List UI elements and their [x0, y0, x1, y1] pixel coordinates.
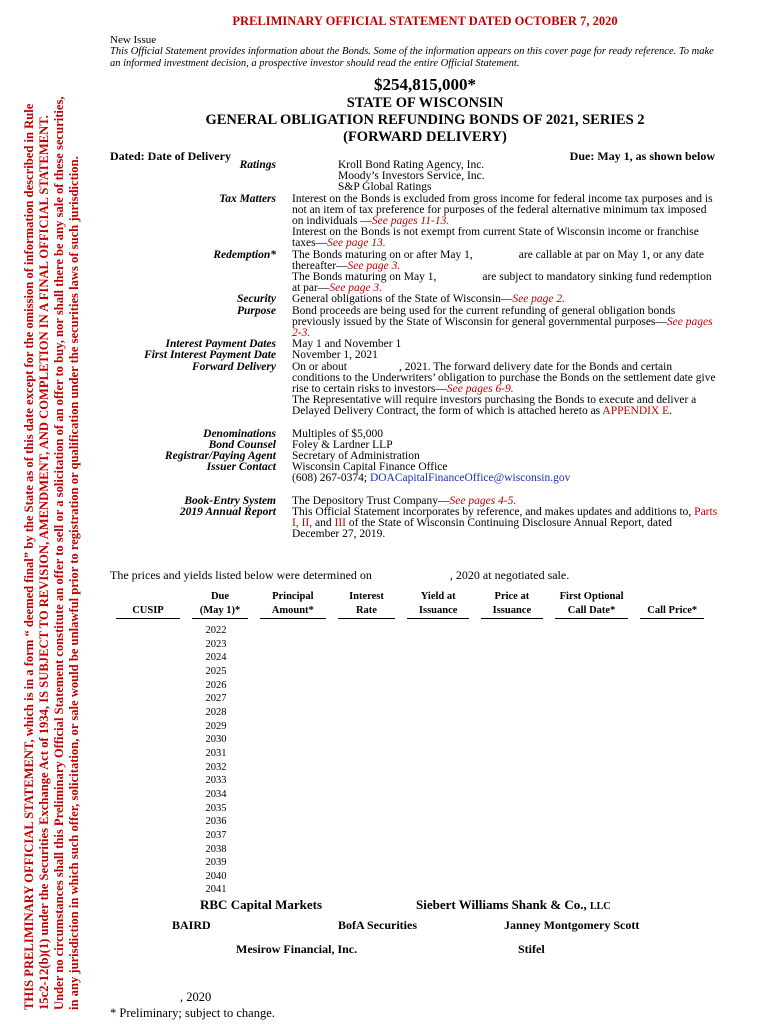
page-reference-link[interactable]: See pages 11-13.: [371, 215, 450, 228]
term-label: Denominations: [203, 427, 276, 440]
maturity-year: 2028: [205, 706, 227, 718]
term-ratings: [110, 160, 720, 194]
col-header-principal: Principal Amount*: [254, 590, 332, 619]
term-value: Foley & Lardner LLP: [292, 438, 393, 451]
term-value: November 1, 2021: [292, 349, 378, 362]
maturity-year: 2031: [205, 747, 227, 759]
page-reference-link[interactable]: See page 2.: [512, 293, 566, 306]
maturity-year: 2030: [205, 734, 227, 746]
maturity-years: [186, 624, 246, 897]
underwriter-lead: RBC Capital Markets: [200, 897, 323, 912]
maturity-year: 2023: [205, 638, 227, 650]
maturity-year: 2032: [205, 761, 227, 773]
maturity-year: 2022: [205, 625, 227, 636]
redemption-text: are callable at par on May 1, or any date thereafter—: [292, 248, 704, 272]
term-annual-report: 2019 Annual Report This Official Statement incorporates by reference, and makes updates and additions to, Parts I, II, and III of the State of Wisconsin Continuing Disclosure Annual Report, dated December 27, 2019.: [110, 507, 720, 541]
title-block: [110, 95, 740, 146]
term-issuer-contact: [110, 462, 720, 484]
col-header-call-date: First Optional Call Date*: [549, 590, 635, 619]
disclaimer-line: 15c2-12(b)(1) under the Securities Exchange Act of 1934, IS SUBJECT TO REVISION, AMENDMENT, AND COMPLETION IN A FINAL OFFICIAL STATEMENT.: [37, 115, 51, 1010]
redemption-text: The Bonds maturing on or after May 1,: [292, 248, 473, 261]
col-header-cusip: CUSIP: [110, 590, 186, 619]
page-reference-link[interactable]: See pages 4-5.: [449, 494, 517, 507]
prices-line: The prices and yields listed below were determined on , 2020 at negotiated sale.: [110, 568, 570, 582]
underwriter-co: BAIRD: [172, 918, 211, 932]
parts-link[interactable]: Parts I, II,: [292, 505, 718, 530]
term-value: Multiples of $5,000: [292, 427, 384, 440]
term-value: Wisconsin Capital Finance Office: [292, 461, 448, 474]
page-reference-link[interactable]: See pages 6-9.: [446, 383, 514, 396]
term-label: Bond Counsel: [208, 438, 276, 451]
underwriter-co: Mesirow Financial, Inc.: [236, 942, 358, 956]
sidebar-disclaimer: [22, 0, 84, 1024]
annual-report-text: This Official Statement incorporates by reference, and makes updates and additions to,: [292, 505, 692, 518]
bond-amount: $254,815,000*: [374, 75, 476, 94]
term-purpose: [110, 306, 720, 340]
term-label: 2019 Annual Report: [179, 505, 276, 518]
page-reference-link[interactable]: See page 3.: [329, 282, 383, 295]
term-denominations: [110, 429, 720, 440]
maturity-year: 2035: [205, 802, 227, 814]
redemption-text: The Bonds maturing on May 1,: [292, 271, 437, 284]
maturity-year: 2041: [205, 884, 227, 896]
term-label: Interest Payment Dates: [165, 338, 276, 351]
col-header-yield: Yield at Issuance: [401, 590, 475, 619]
term-label: Purpose: [237, 304, 276, 317]
terms-list: [110, 160, 720, 541]
rating-agency: S&P Global Ratings: [338, 181, 432, 194]
term-label: Issuer Contact: [206, 461, 276, 474]
preliminary-footnote: * Preliminary; subject to change.: [110, 1006, 275, 1020]
underwriter-co: BofA Securities: [338, 918, 417, 932]
term-redemption: [110, 250, 720, 295]
maturity-table: [110, 590, 710, 619]
issuer-title: STATE OF WISCONSIN: [346, 95, 504, 111]
maturity-year: 2037: [205, 829, 227, 841]
appendix-link[interactable]: APPENDIX E: [602, 405, 670, 418]
tax-text: Interest on the Bonds is not exempt from current State of Wisconsin income or franchise taxes—: [292, 226, 699, 250]
term-value: Secretary of Administration: [292, 450, 420, 463]
disclaimer-line: in any jurisdiction in which such offer, solicitation, or sale would be unlawful prior to registration or qualification under the securities laws of such jurisdiction.: [67, 156, 81, 1010]
term-label: First Interest Payment Date: [144, 349, 276, 362]
maturity-year: 2029: [205, 720, 227, 732]
term-forward-delivery: Forward Delivery On or about , 2021. The forward delivery date for the Bonds and certain conditions to the Underwriters’ obligation to purchase the Bonds on the settlement date give rise to certain risks to investors—See pages 6-9. The Representative will require investors purchasing the Bonds to execute and deliver a Delayed Delivery Contract, the form of which is attached hereto as APPENDIX E.: [110, 362, 720, 418]
bond-subtitle: (FORWARD DELIVERY): [343, 129, 507, 145]
table-header-row: [110, 590, 710, 619]
term-value: May 1 and November 1: [292, 338, 402, 351]
disclaimer-line: Under no circumstances shall this Preliminary Official Statement constitute an offer to sell or a solicitation of an offer to buy, nor shall there be any sale of these securities,: [52, 96, 66, 1010]
due-date: Due: May 1, as shown below: [569, 149, 715, 163]
book-entry-text: The Depository Trust Company—: [292, 494, 450, 507]
preliminary-header: PRELIMINARY OFFICIAL STATEMENT DATED OCTOBER 7, 2020: [232, 14, 618, 28]
rating-agency: Kroll Bond Rating Agency, Inc.: [338, 159, 485, 171]
col-header-interest: Interest Rate: [332, 590, 402, 619]
term-label: Book-Entry System: [184, 494, 276, 507]
tax-text: Interest on the Bonds is excluded from gross income for federal income tax purposes and is not an item of tax preference for purposes of the federal alternative minimum tax imposed on individuals —: [292, 192, 713, 228]
maturity-year: 2039: [205, 857, 227, 869]
contact-phone: (608) 267-0374;: [292, 472, 368, 485]
maturity-year: 2024: [205, 652, 227, 664]
purpose-text: Bond proceeds are being used for the current refunding of general obligation bonds previously issued by the State of Wisconsin for general governmental purposes—: [292, 304, 676, 328]
maturity-year: 2036: [205, 816, 227, 828]
page-reference-link[interactable]: See pages 2-3.: [292, 315, 713, 340]
forward-text: The Representative will require investors purchasing the Bonds to execute and deliver a Delayed Delivery Contract, the form of which is attached hereto as: [292, 394, 697, 418]
col-header-price: Price at Issuance: [475, 590, 549, 619]
forward-text: On or about: [292, 360, 347, 373]
maturity-year: 2033: [205, 775, 227, 787]
col-header-due: Due (May 1)*: [186, 590, 254, 619]
cover-note: This Official Statement provides information about the Bonds. Some of the information appears on this cover page for ready reference. To make an informed investment decision, a prospective investor should read the entire Official Statement.: [110, 46, 714, 69]
underwriter-lead: Siebert Williams Shank & Co., LLC: [416, 897, 611, 912]
offering-date: , 2020: [180, 990, 212, 1004]
page-reference-link[interactable]: See page 3.: [347, 259, 401, 272]
maturity-year: 2040: [205, 870, 227, 882]
maturity-year: 2038: [205, 843, 227, 855]
maturity-year: 2027: [205, 693, 227, 705]
part-iii-link[interactable]: III: [334, 517, 346, 530]
redemption-text: are subject to mandatory sinking fund redemption at par—: [292, 271, 712, 295]
rating-agency: Moody’s Investors Service, Inc.: [338, 170, 485, 183]
maturity-year: 2034: [205, 788, 227, 800]
term-label: Forward Delivery: [191, 360, 276, 373]
term-label: Ratings: [239, 159, 276, 171]
page-reference-link[interactable]: See page 13.: [327, 237, 386, 250]
term-tax-matters: [110, 194, 720, 250]
term-label: Registrar/Paying Agent: [164, 450, 276, 463]
annual-report-text: of the State of Wisconsin Continuing Disclosure Annual Report, dated December 27, 2019.: [292, 517, 673, 541]
security-text: General obligations of the State of Wisconsin—: [292, 293, 513, 306]
term-label: Security: [237, 293, 276, 306]
disclaimer-line: THIS PRELIMINARY OFFICIAL STATEMENT, which is in a form “ deemed final” by the State as of this date except for the omission of information described in Rule: [22, 103, 36, 1010]
term-label: Tax Matters: [219, 192, 276, 205]
underwriter-co: Janney Montgomery Scott: [504, 918, 640, 932]
term-label: Redemption*: [213, 248, 276, 261]
contact-email-link[interactable]: DOACapitalFinanceOffice@wisconsin.gov: [369, 472, 571, 485]
col-header-call-price: Call Price*: [634, 590, 710, 619]
maturity-year: 2026: [205, 679, 227, 691]
maturity-year: 2025: [205, 665, 227, 677]
bond-title: GENERAL OBLIGATION REFUNDING BONDS OF 2021, SERIES 2: [205, 112, 645, 128]
issue-type: New Issue: [110, 34, 157, 46]
underwriter-co: Stifel: [518, 942, 545, 956]
sidebar-disclaimer-text: [22, 0, 84, 1010]
dated-date: Dated: Date of Delivery: [110, 149, 231, 163]
forward-text: , 2021. The forward delivery date for the Bonds and certain conditions to the Underwriters’ obligation to purchase the Bonds on the settlement date give rise to certain risks to investors—: [292, 360, 716, 396]
